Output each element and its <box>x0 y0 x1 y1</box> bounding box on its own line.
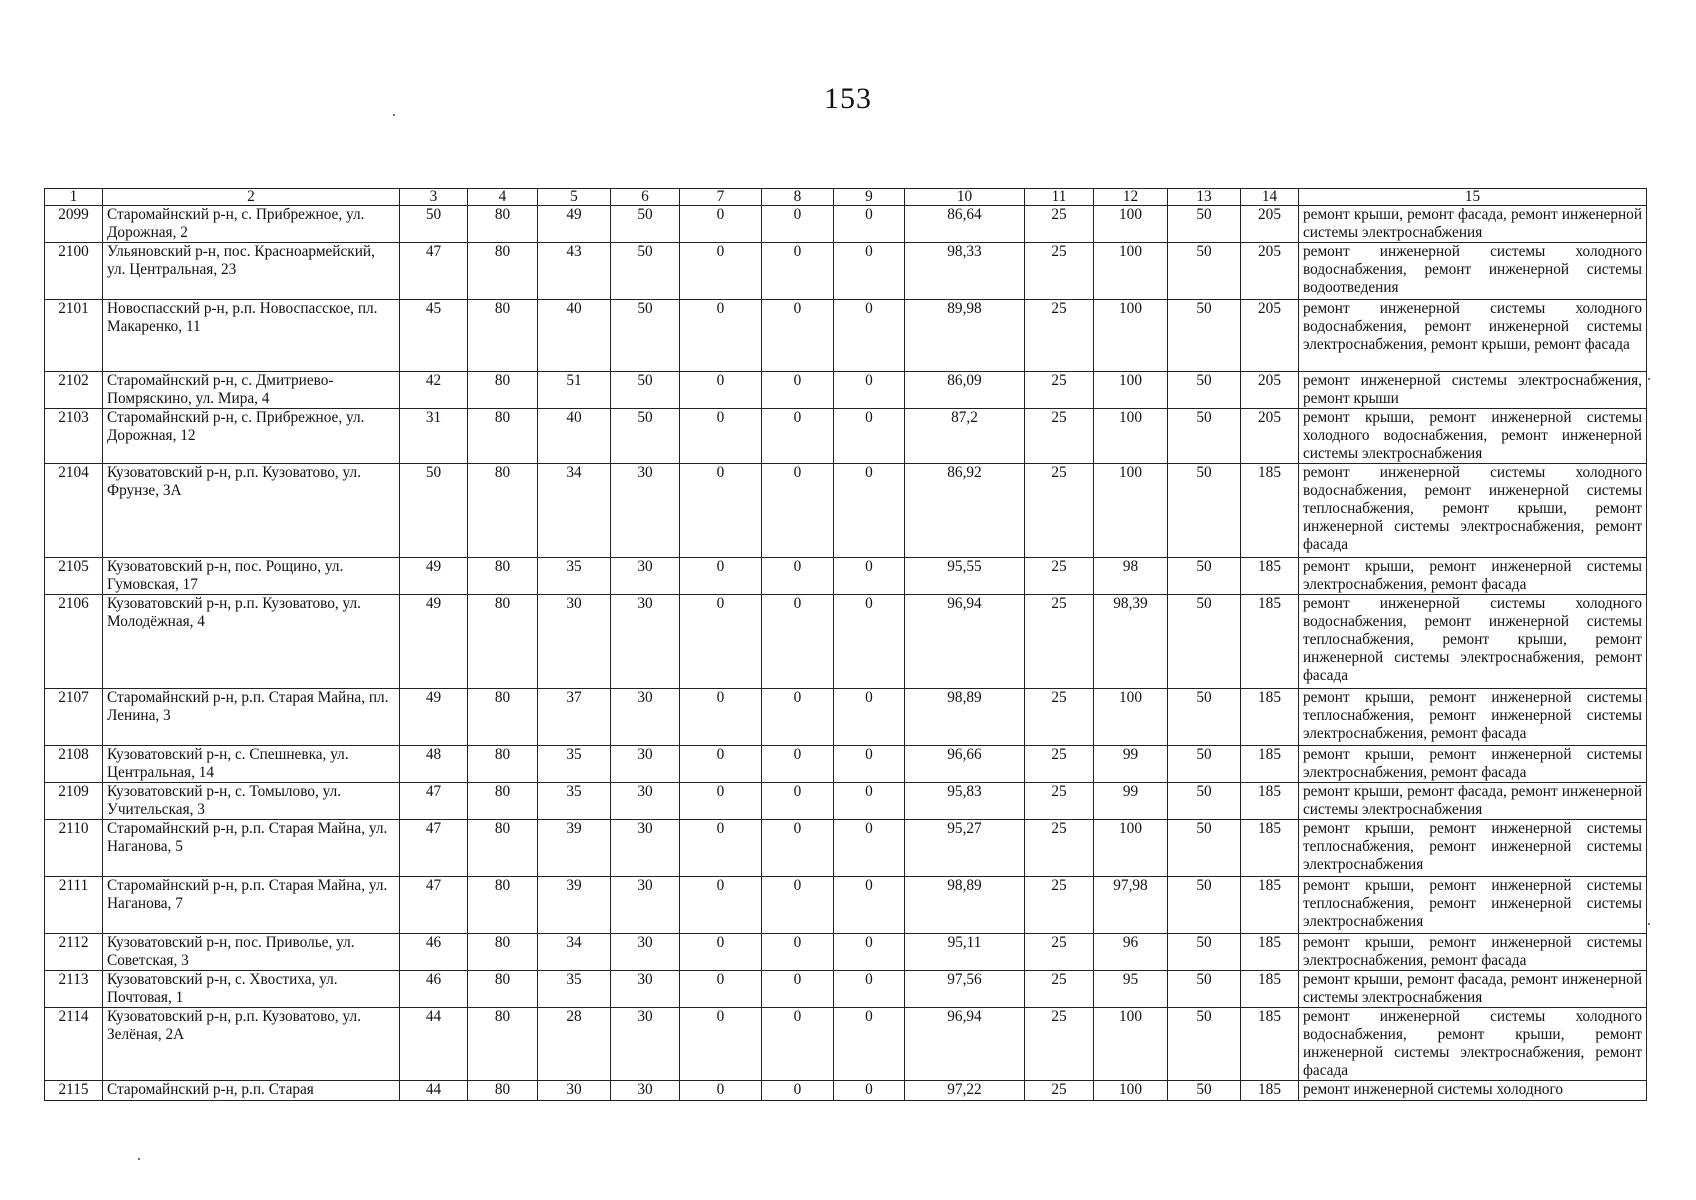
table-row <box>45 1008 1647 1081</box>
cell-col-12: 100 <box>1094 464 1168 558</box>
cell-repair-works: ремонт крыши, ремонт инженерной системы теплоснабжения, ремонт инженерной системы электроснабжения <box>1299 820 1647 877</box>
cell-col-5: 40 <box>538 409 611 464</box>
cell-col-9: 0 <box>834 300 905 372</box>
cell-col-11: 25 <box>1025 783 1094 820</box>
cell-col-13: 50 <box>1168 300 1241 372</box>
cell-col-11: 25 <box>1025 746 1094 783</box>
cell-col-4: 80 <box>468 746 538 783</box>
cell-col-9: 0 <box>834 934 905 971</box>
cell-col-13: 50 <box>1168 877 1241 934</box>
cell-col-13: 50 <box>1168 558 1241 595</box>
cell-col-9: 0 <box>834 877 905 934</box>
cell-address: Кузоватовский р-н, р.п. Кузоватово, ул. Молодёжная, 4 <box>103 595 400 689</box>
cell-col-6: 30 <box>611 783 680 820</box>
table-row <box>45 820 1647 877</box>
column-header: 13 <box>1168 189 1241 206</box>
cell-col-8: 0 <box>762 1081 834 1101</box>
cell-repair-works: ремонт крыши, ремонт инженерной системы электроснабжения, ремонт фасада <box>1299 934 1647 971</box>
cell-col-6: 30 <box>611 820 680 877</box>
cell-col-13: 50 <box>1168 1081 1241 1101</box>
cell-address: Кузоватовский р-н, пос. Приволье, ул. Советская, 3 <box>103 934 400 971</box>
cell-col-3: 42 <box>400 372 468 409</box>
cell-repair-works: ремонт крыши, ремонт инженерной системы теплоснабжения, ремонт инженерной системы электроснабжения, ремонт фасада <box>1299 689 1647 746</box>
cell-col-6: 30 <box>611 464 680 558</box>
cell-col-7: 0 <box>680 689 762 746</box>
cell-row-number: 2104 <box>45 464 103 558</box>
cell-repair-works: ремонт инженерной системы холодного водоснабжения, ремонт инженерной системы водоотведения <box>1299 243 1647 300</box>
cell-col-10: 97,22 <box>905 1081 1025 1101</box>
cell-col-4: 80 <box>468 558 538 595</box>
cell-col-6: 30 <box>611 746 680 783</box>
cell-col-8: 0 <box>762 409 834 464</box>
cell-col-11: 25 <box>1025 409 1094 464</box>
cell-col-3: 44 <box>400 1008 468 1081</box>
cell-col-14: 205 <box>1241 409 1299 464</box>
cell-col-7: 0 <box>680 746 762 783</box>
cell-col-3: 47 <box>400 783 468 820</box>
cell-col-10: 97,56 <box>905 971 1025 1008</box>
cell-col-4: 80 <box>468 1081 538 1101</box>
cell-repair-works: ремонт крыши, ремонт инженерной системы холодного водоснабжения, ремонт инженерной системы электроснабжения <box>1299 409 1647 464</box>
cell-col-10: 95,11 <box>905 934 1025 971</box>
cell-col-12: 96 <box>1094 934 1168 971</box>
cell-col-6: 30 <box>611 1081 680 1101</box>
cell-col-5: 37 <box>538 689 611 746</box>
cell-row-number: 2106 <box>45 595 103 689</box>
cell-col-7: 0 <box>680 300 762 372</box>
cell-address: Старомайнский р-н, р.п. Старая Майна, пл. Ленина, 3 <box>103 689 400 746</box>
cell-col-12: 98,39 <box>1094 595 1168 689</box>
cell-row-number: 2105 <box>45 558 103 595</box>
cell-col-3: 46 <box>400 971 468 1008</box>
cell-col-8: 0 <box>762 820 834 877</box>
cell-col-4: 80 <box>468 595 538 689</box>
cell-col-7: 0 <box>680 1008 762 1081</box>
cell-col-11: 25 <box>1025 595 1094 689</box>
cell-col-4: 80 <box>468 971 538 1008</box>
column-header: 3 <box>400 189 468 206</box>
cell-col-7: 0 <box>680 934 762 971</box>
cell-row-number: 2108 <box>45 746 103 783</box>
cell-col-5: 30 <box>538 1081 611 1101</box>
cell-col-5: 34 <box>538 934 611 971</box>
cell-col-4: 80 <box>468 464 538 558</box>
cell-col-13: 50 <box>1168 1008 1241 1081</box>
cell-col-8: 0 <box>762 300 834 372</box>
cell-col-14: 185 <box>1241 746 1299 783</box>
column-header: 10 <box>905 189 1025 206</box>
cell-col-4: 80 <box>468 372 538 409</box>
cell-col-11: 25 <box>1025 243 1094 300</box>
column-header: 6 <box>611 189 680 206</box>
column-header: 5 <box>538 189 611 206</box>
cell-col-11: 25 <box>1025 689 1094 746</box>
cell-col-4: 80 <box>468 820 538 877</box>
cell-col-8: 0 <box>762 464 834 558</box>
cell-col-3: 47 <box>400 877 468 934</box>
cell-col-14: 185 <box>1241 971 1299 1008</box>
cell-col-8: 0 <box>762 558 834 595</box>
cell-col-14: 185 <box>1241 877 1299 934</box>
table-row <box>45 243 1647 300</box>
cell-col-5: 34 <box>538 464 611 558</box>
cell-address: Ульяновский р-н, пос. Красноармейский, ул. Центральная, 23 <box>103 243 400 300</box>
cell-col-13: 50 <box>1168 409 1241 464</box>
cell-col-13: 50 <box>1168 746 1241 783</box>
cell-col-12: 95 <box>1094 971 1168 1008</box>
cell-repair-works: ремонт крыши, ремонт инженерной системы теплоснабжения, ремонт инженерной системы электроснабжения <box>1299 877 1647 934</box>
cell-col-9: 0 <box>834 409 905 464</box>
cell-address: Кузоватовский р-н, с. Хвостиха, ул. Почтовая, 1 <box>103 971 400 1008</box>
table-row <box>45 971 1647 1008</box>
cell-address: Старомайнский р-н, с. Прибрежное, ул. Дорожная, 2 <box>103 206 400 243</box>
column-header: 12 <box>1094 189 1168 206</box>
cell-col-14: 205 <box>1241 243 1299 300</box>
cell-address: Кузоватовский р-н, р.п. Кузоватово, ул. Зелёная, 2А <box>103 1008 400 1081</box>
cell-repair-works: ремонт крыши, ремонт фасада, ремонт инженерной системы электроснабжения <box>1299 206 1647 243</box>
cell-col-11: 25 <box>1025 464 1094 558</box>
cell-col-9: 0 <box>834 971 905 1008</box>
cell-col-3: 46 <box>400 934 468 971</box>
cell-repair-works: ремонт инженерной системы холодного водоснабжения, ремонт инженерной системы теплоснабжения, ремонт крыши, ремонт инженерной системы электроснабжения, ремонт фасада <box>1299 464 1647 558</box>
cell-col-5: 51 <box>538 372 611 409</box>
cell-col-13: 50 <box>1168 372 1241 409</box>
column-number-row <box>45 189 1647 206</box>
cell-col-10: 86,64 <box>905 206 1025 243</box>
cell-col-3: 50 <box>400 206 468 243</box>
cell-col-7: 0 <box>680 464 762 558</box>
cell-col-8: 0 <box>762 971 834 1008</box>
table-body <box>45 206 1647 1101</box>
cell-col-14: 185 <box>1241 783 1299 820</box>
cell-col-12: 98 <box>1094 558 1168 595</box>
column-header: 7 <box>680 189 762 206</box>
cell-col-4: 80 <box>468 300 538 372</box>
cell-col-8: 0 <box>762 783 834 820</box>
cell-col-9: 0 <box>834 372 905 409</box>
cell-col-3: 50 <box>400 464 468 558</box>
cell-col-12: 100 <box>1094 372 1168 409</box>
table-row <box>45 409 1647 464</box>
cell-col-10: 96,94 <box>905 595 1025 689</box>
cell-col-7: 0 <box>680 1081 762 1101</box>
cell-col-5: 35 <box>538 558 611 595</box>
cell-col-10: 98,89 <box>905 877 1025 934</box>
cell-col-8: 0 <box>762 372 834 409</box>
column-header: 2 <box>103 189 400 206</box>
table-row <box>45 558 1647 595</box>
cell-col-9: 0 <box>834 558 905 595</box>
cell-col-3: 31 <box>400 409 468 464</box>
cell-col-3: 45 <box>400 300 468 372</box>
cell-col-6: 50 <box>611 300 680 372</box>
cell-col-3: 44 <box>400 1081 468 1101</box>
cell-col-4: 80 <box>468 1008 538 1081</box>
cell-address: Кузоватовский р-н, р.п. Кузоватово, ул. Фрунзе, 3А <box>103 464 400 558</box>
table-row <box>45 746 1647 783</box>
cell-col-4: 80 <box>468 934 538 971</box>
cell-col-10: 95,83 <box>905 783 1025 820</box>
cell-col-8: 0 <box>762 206 834 243</box>
scan-speck <box>138 1158 140 1160</box>
cell-col-9: 0 <box>834 689 905 746</box>
cell-col-7: 0 <box>680 409 762 464</box>
cell-col-11: 25 <box>1025 971 1094 1008</box>
cell-col-12: 97,98 <box>1094 877 1168 934</box>
cell-repair-works: ремонт крыши, ремонт фасада, ремонт инженерной системы электроснабжения <box>1299 971 1647 1008</box>
cell-col-12: 100 <box>1094 689 1168 746</box>
table-row <box>45 206 1647 243</box>
cell-repair-works: ремонт крыши, ремонт инженерной системы электроснабжения, ремонт фасада <box>1299 558 1647 595</box>
cell-col-4: 80 <box>468 783 538 820</box>
cell-col-6: 30 <box>611 558 680 595</box>
cell-col-4: 80 <box>468 877 538 934</box>
cell-col-6: 30 <box>611 689 680 746</box>
table-row <box>45 689 1647 746</box>
cell-col-10: 87,2 <box>905 409 1025 464</box>
table-row <box>45 595 1647 689</box>
cell-col-14: 205 <box>1241 206 1299 243</box>
cell-address: Новоспасский р-н, р.п. Новоспасское, пл. Макаренко, 11 <box>103 300 400 372</box>
cell-row-number: 2099 <box>45 206 103 243</box>
cell-col-12: 100 <box>1094 1008 1168 1081</box>
cell-col-7: 0 <box>680 558 762 595</box>
cell-col-8: 0 <box>762 877 834 934</box>
table-row <box>45 934 1647 971</box>
column-header: 14 <box>1241 189 1299 206</box>
table-row <box>45 877 1647 934</box>
cell-col-3: 48 <box>400 746 468 783</box>
cell-col-11: 25 <box>1025 877 1094 934</box>
cell-col-10: 98,33 <box>905 243 1025 300</box>
table-row <box>45 783 1647 820</box>
column-header: 9 <box>834 189 905 206</box>
cell-col-9: 0 <box>834 1008 905 1081</box>
cell-repair-works: ремонт крыши, ремонт инженерной системы электроснабжения, ремонт фасада <box>1299 746 1647 783</box>
cell-address: Старомайнский р-н, с. Дмитриево-Помряскино, ул. Мира, 4 <box>103 372 400 409</box>
cell-row-number: 2110 <box>45 820 103 877</box>
cell-row-number: 2113 <box>45 971 103 1008</box>
cell-row-number: 2100 <box>45 243 103 300</box>
cell-col-9: 0 <box>834 1081 905 1101</box>
cell-row-number: 2115 <box>45 1081 103 1101</box>
column-header: 15 <box>1299 189 1647 206</box>
cell-repair-works: ремонт инженерной системы холодного <box>1299 1081 1647 1101</box>
cell-col-5: 30 <box>538 595 611 689</box>
cell-col-9: 0 <box>834 206 905 243</box>
cell-col-7: 0 <box>680 877 762 934</box>
scan-speck <box>1648 923 1650 925</box>
cell-col-5: 35 <box>538 746 611 783</box>
cell-col-9: 0 <box>834 464 905 558</box>
cell-col-12: 100 <box>1094 409 1168 464</box>
cell-col-9: 0 <box>834 243 905 300</box>
cell-col-8: 0 <box>762 934 834 971</box>
cell-col-11: 25 <box>1025 300 1094 372</box>
cell-col-6: 30 <box>611 877 680 934</box>
cell-col-10: 89,98 <box>905 300 1025 372</box>
cell-repair-works: ремонт инженерной системы холодного водоснабжения, ремонт крыши, ремонт инженерной системы электроснабжения, ремонт фасада <box>1299 1008 1647 1081</box>
cell-col-8: 0 <box>762 243 834 300</box>
cell-col-14: 185 <box>1241 689 1299 746</box>
cell-col-7: 0 <box>680 971 762 1008</box>
cell-col-12: 100 <box>1094 1081 1168 1101</box>
cell-col-13: 50 <box>1168 206 1241 243</box>
cell-col-3: 49 <box>400 595 468 689</box>
cell-col-11: 25 <box>1025 1008 1094 1081</box>
cell-col-11: 25 <box>1025 206 1094 243</box>
cell-col-8: 0 <box>762 689 834 746</box>
cell-col-6: 50 <box>611 372 680 409</box>
cell-col-10: 96,66 <box>905 746 1025 783</box>
cell-row-number: 2112 <box>45 934 103 971</box>
cell-col-12: 100 <box>1094 243 1168 300</box>
cell-col-14: 205 <box>1241 372 1299 409</box>
cell-row-number: 2114 <box>45 1008 103 1081</box>
cell-repair-works: ремонт крыши, ремонт фасада, ремонт инженерной системы электроснабжения <box>1299 783 1647 820</box>
cell-col-12: 99 <box>1094 783 1168 820</box>
cell-col-13: 50 <box>1168 971 1241 1008</box>
cell-col-3: 47 <box>400 820 468 877</box>
housing-repair-table <box>44 188 1647 1101</box>
cell-repair-works: ремонт инженерной системы электроснабжения, ремонт крыши <box>1299 372 1647 409</box>
cell-col-9: 0 <box>834 746 905 783</box>
cell-col-10: 98,89 <box>905 689 1025 746</box>
cell-address: Кузоватовский р-н, пос. Рощино, ул. Гумовская, 17 <box>103 558 400 595</box>
cell-col-13: 50 <box>1168 820 1241 877</box>
cell-col-5: 39 <box>538 820 611 877</box>
cell-col-6: 30 <box>611 595 680 689</box>
cell-row-number: 2109 <box>45 783 103 820</box>
cell-row-number: 2111 <box>45 877 103 934</box>
cell-col-3: 49 <box>400 689 468 746</box>
cell-row-number: 2101 <box>45 300 103 372</box>
column-header: 11 <box>1025 189 1094 206</box>
cell-col-12: 100 <box>1094 300 1168 372</box>
cell-col-9: 0 <box>834 820 905 877</box>
cell-col-5: 49 <box>538 206 611 243</box>
scan-speck <box>393 114 395 116</box>
cell-col-4: 80 <box>468 206 538 243</box>
column-header: 4 <box>468 189 538 206</box>
cell-col-10: 86,09 <box>905 372 1025 409</box>
cell-col-12: 100 <box>1094 206 1168 243</box>
cell-col-14: 185 <box>1241 464 1299 558</box>
cell-col-7: 0 <box>680 820 762 877</box>
cell-col-6: 50 <box>611 243 680 300</box>
cell-col-4: 80 <box>468 409 538 464</box>
cell-address: Старомайнский р-н, р.п. Старая <box>103 1081 400 1101</box>
cell-col-10: 95,55 <box>905 558 1025 595</box>
cell-address: Кузоватовский р-н, с. Спешневка, ул. Центральная, 14 <box>103 746 400 783</box>
cell-col-5: 39 <box>538 877 611 934</box>
cell-col-14: 185 <box>1241 558 1299 595</box>
cell-col-6: 50 <box>611 206 680 243</box>
cell-col-7: 0 <box>680 783 762 820</box>
cell-col-11: 25 <box>1025 1081 1094 1101</box>
cell-col-10: 96,94 <box>905 1008 1025 1081</box>
cell-col-5: 28 <box>538 1008 611 1081</box>
cell-col-14: 185 <box>1241 1008 1299 1081</box>
cell-col-4: 80 <box>468 243 538 300</box>
cell-col-6: 50 <box>611 409 680 464</box>
cell-repair-works: ремонт инженерной системы холодного водоснабжения, ремонт инженерной системы электроснабжения, ремонт крыши, ремонт фасада <box>1299 300 1647 372</box>
cell-address: Старомайнский р-н, р.п. Старая Майна, ул. Наганова, 7 <box>103 877 400 934</box>
column-header: 1 <box>45 189 103 206</box>
cell-col-12: 100 <box>1094 820 1168 877</box>
cell-col-7: 0 <box>680 206 762 243</box>
cell-col-11: 25 <box>1025 820 1094 877</box>
cell-col-5: 40 <box>538 300 611 372</box>
cell-col-13: 50 <box>1168 464 1241 558</box>
cell-col-12: 99 <box>1094 746 1168 783</box>
cell-col-14: 185 <box>1241 595 1299 689</box>
cell-col-9: 0 <box>834 783 905 820</box>
cell-col-11: 25 <box>1025 934 1094 971</box>
cell-col-11: 25 <box>1025 372 1094 409</box>
cell-col-7: 0 <box>680 243 762 300</box>
column-header: 8 <box>762 189 834 206</box>
table-row <box>45 464 1647 558</box>
cell-repair-works: ремонт инженерной системы холодного водоснабжения, ремонт инженерной системы теплоснабжения, ремонт крыши, ремонт инженерной системы электроснабжения, ремонт фасада <box>1299 595 1647 689</box>
cell-address: Старомайнский р-н, р.п. Старая Майна, ул. Наганова, 5 <box>103 820 400 877</box>
cell-row-number: 2102 <box>45 372 103 409</box>
cell-col-14: 185 <box>1241 820 1299 877</box>
cell-address: Старомайнский р-н, с. Прибрежное, ул. Дорожная, 12 <box>103 409 400 464</box>
cell-row-number: 2107 <box>45 689 103 746</box>
cell-col-11: 25 <box>1025 558 1094 595</box>
page-number: 153 <box>824 82 872 115</box>
cell-col-8: 0 <box>762 746 834 783</box>
cell-col-8: 0 <box>762 1008 834 1081</box>
table-row <box>45 1081 1647 1101</box>
cell-col-5: 43 <box>538 243 611 300</box>
cell-col-7: 0 <box>680 372 762 409</box>
cell-col-10: 86,92 <box>905 464 1025 558</box>
cell-address: Кузоватовский р-н, с. Томылово, ул. Учительская, 3 <box>103 783 400 820</box>
cell-col-13: 50 <box>1168 243 1241 300</box>
scan-speck <box>1648 378 1650 380</box>
cell-col-8: 0 <box>762 595 834 689</box>
cell-col-7: 0 <box>680 595 762 689</box>
table-row <box>45 372 1647 409</box>
cell-col-6: 30 <box>611 934 680 971</box>
cell-col-14: 185 <box>1241 1081 1299 1101</box>
cell-col-13: 50 <box>1168 934 1241 971</box>
cell-col-14: 205 <box>1241 300 1299 372</box>
cell-col-3: 47 <box>400 243 468 300</box>
cell-col-5: 35 <box>538 971 611 1008</box>
cell-col-6: 30 <box>611 1008 680 1081</box>
cell-row-number: 2103 <box>45 409 103 464</box>
cell-col-13: 50 <box>1168 595 1241 689</box>
cell-col-13: 50 <box>1168 783 1241 820</box>
cell-col-14: 185 <box>1241 934 1299 971</box>
cell-col-4: 80 <box>468 689 538 746</box>
cell-col-10: 95,27 <box>905 820 1025 877</box>
cell-col-13: 50 <box>1168 689 1241 746</box>
cell-col-9: 0 <box>834 595 905 689</box>
table-row <box>45 300 1647 372</box>
cell-col-5: 35 <box>538 783 611 820</box>
cell-col-6: 30 <box>611 971 680 1008</box>
cell-col-3: 49 <box>400 558 468 595</box>
